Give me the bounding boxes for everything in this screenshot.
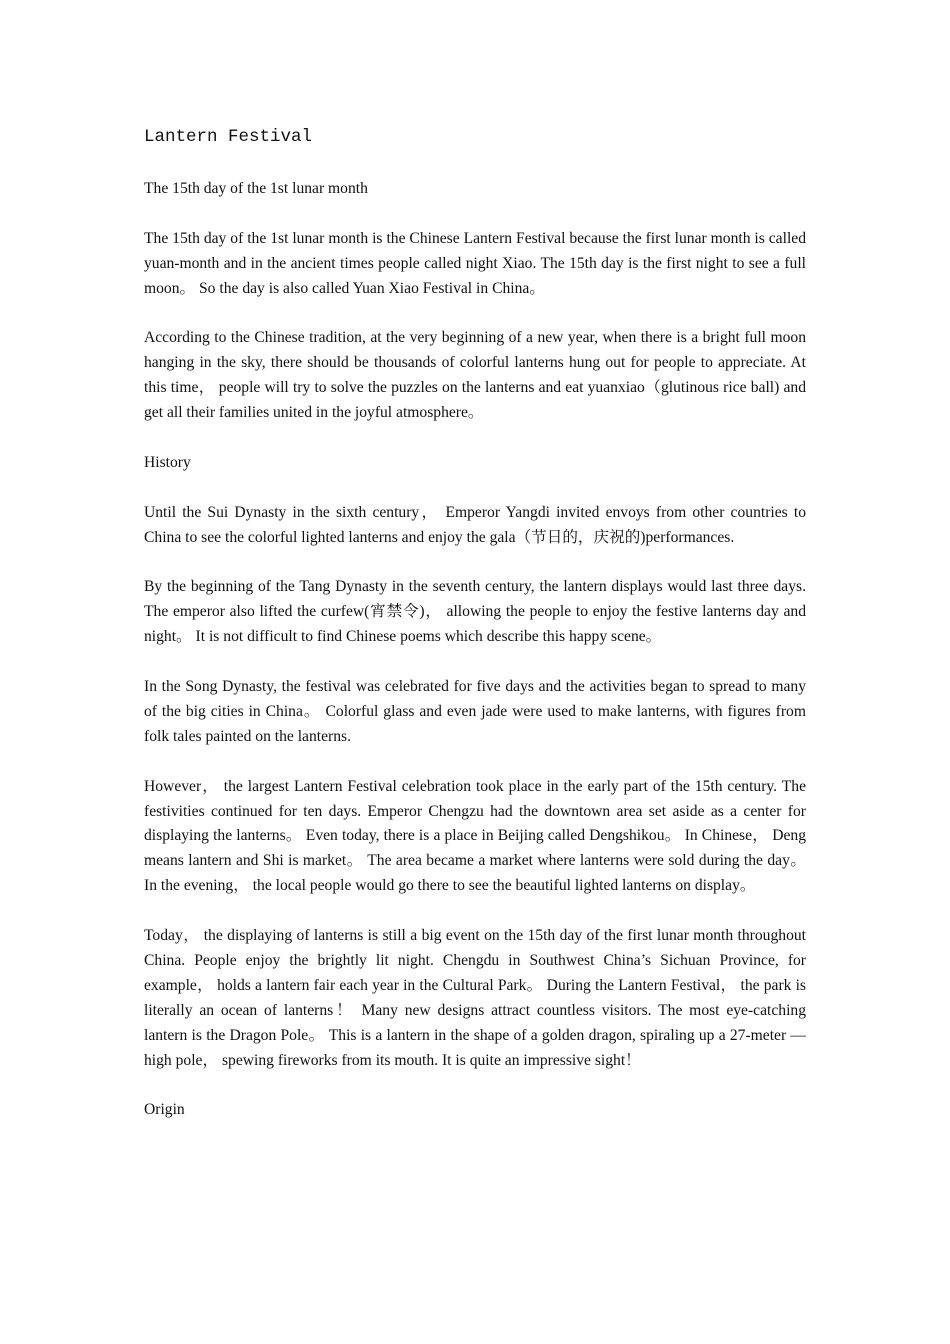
history-paragraph-3: In the Song Dynasty, the festival was celebrated for five days and the activities began to spread to many of the big cities in China。 Colorful glass and even jade were used to make lanterns, with figures from folk tales painted on the lanterns. — [144, 678, 806, 745]
history-paragraph-5: Today， the displaying of lanterns is still a big event on the 15th day of the first lunar month throughout China. People enjoy the brightly lit night. Chengdu in Southwest China’s Sichuan Province, for example， holds a lantern fair each year in the Cultural Park。 During the Lantern Festival， the park is literally an ocean of lanterns！ Many new designs attract countless visitors. The most eye-catching lantern is the Dragon Pole。 This is a lantern in the shape of a golden dragon, spiraling up a 27-meter —high pole， spewing fireworks from its mouth. It is quite an impressive sight！ — [144, 927, 806, 1069]
document-page — [144, 122, 806, 1123]
intro-paragraph-2: According to the Chinese tradition, at the very beginning of a new year, when there is a bright full moon hanging in the sky, there should be thousands of colorful lanterns hung out for people to appreciate. At this time， people will try to solve the puzzles on the lanterns and eat yuanxiao（glutinous rice ball) and get all their families united in the joyful atmosphere。 — [144, 329, 806, 422]
intro-paragraph-1: The 15th day of the 1st lunar month is the Chinese Lantern Festival because the first lunar month is called yuan-month and in the ancient times people called night Xiao. The 15th day is the first night to see a full moon。 So the day is also called Yuan Xiao Festival in China。 — [144, 229, 806, 297]
history-heading: History — [144, 453, 191, 471]
history-paragraph-1: Until the Sui Dynasty in the sixth century， Emperor Yangdi invited envoys from other countries to China to see the colorful lighted lanterns and enjoy the gala（节日的，庆祝的)performances. — [144, 503, 806, 546]
document-title: Lantern Festival — [144, 127, 313, 147]
history-paragraph-4: However， the largest Lantern Festival celebration took place in the early part of the 15th century. The festivities continued for ten days. Emperor Chengzu had the downtown area set aside as a center for displaying the lanterns。 Even today, there is a place in Beijing called Dengshikou。 In Chinese， Deng means lantern and Shi is market。 The area became a market where lanterns were sold during the day。 In the evening， the local people would go there to see the beautiful lighted lanterns on display。 — [144, 777, 806, 895]
history-paragraph-2: By the beginning of the Tang Dynasty in the seventh century, the lantern displays would last three days. The emperor also lifted the curfew(宵禁令)， allowing the people to enjoy the festive lanterns day and night。 It is not difficult to find Chinese poems which describe this happy scene。 — [144, 578, 806, 646]
origin-heading: Origin — [144, 1101, 185, 1119]
document-subtitle: The 15th day of the 1st lunar month — [144, 180, 368, 197]
